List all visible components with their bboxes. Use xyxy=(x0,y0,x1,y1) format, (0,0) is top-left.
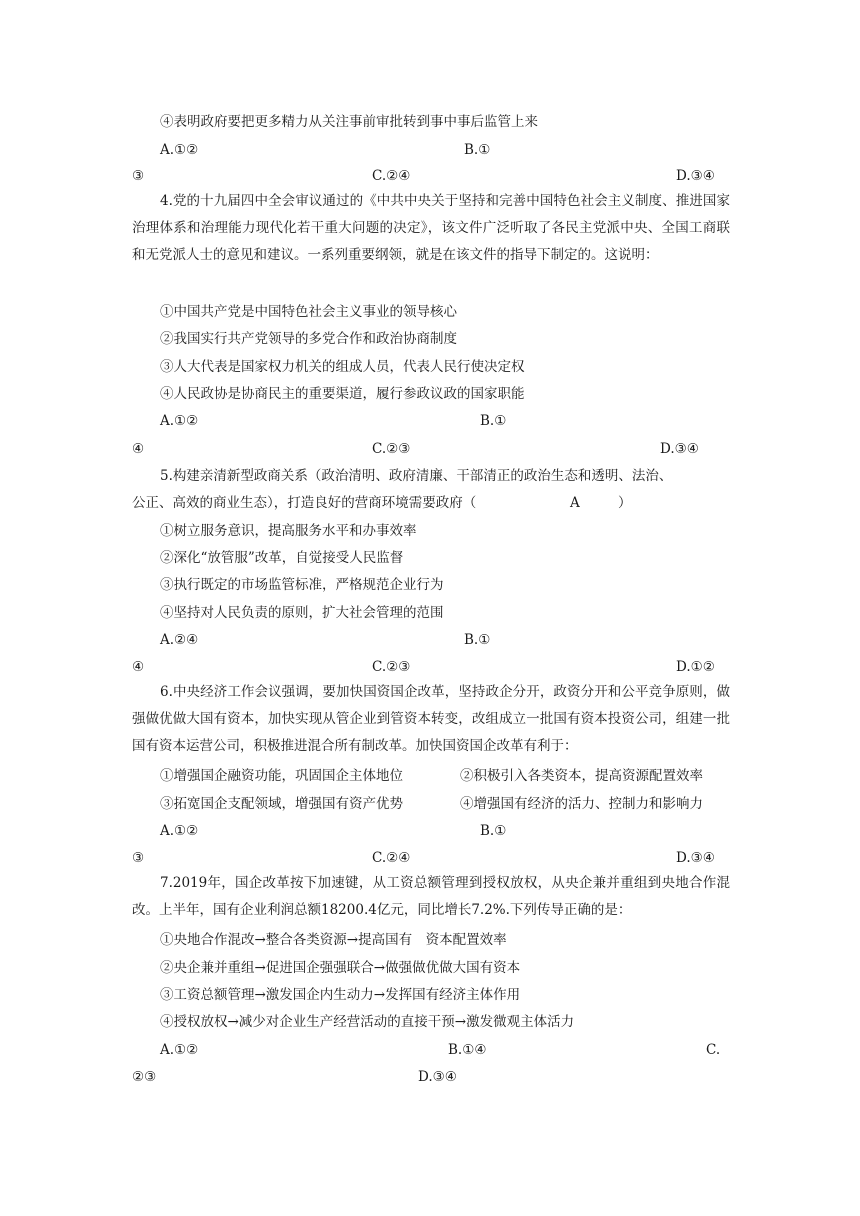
q7-stem: 7.2019年，国企改革按下加速键，从工资总额管理到授权放权，从央企兼并重组到央地合作混改。上半年，国有企业利润总额18200.4亿元，同比增长7.2%.下列传导正确的是： xyxy=(132,875,730,918)
q5-item-3: ③执行既定的市场监管标准，严格规范企业行为 xyxy=(160,577,444,593)
q7-option-a: A.①② xyxy=(160,1042,199,1058)
q7-item-3: ③工资总额管理→激发国企内生动力→发挥国有经济主体作用 xyxy=(160,987,521,1003)
q7-item-1: ①央地合作混改→整合各类资源→提高国有 资本配置效率 xyxy=(160,932,507,948)
q7-item-4: ④授权放权→减少对企业生产经营活动的直接干预→激发微观主体活力 xyxy=(160,1014,575,1030)
q4-option-d: D.③④ xyxy=(660,441,699,457)
q6-item-4: ④增强国有经济的活力、控制力和影响力 xyxy=(460,796,703,812)
q3-item-4: ④表明政府要把更多精力从关注事前审批转到事中事后监管上来 xyxy=(160,114,538,130)
q7-option-c-continued: ②③ xyxy=(132,1069,157,1085)
q5-option-b-continued: ④ xyxy=(132,659,145,675)
q4-item-1: ①中国共产党是中国特色社会主义事业的领导核心 xyxy=(160,304,457,320)
q6-option-b-continued: ③ xyxy=(132,850,145,866)
q6-option-d: D.③④ xyxy=(676,850,715,866)
q4-stem: 4.党的十九届四中全会审议通过的《中共中央关于坚持和完善中国特色社会主义制度、推进国家治理体系和治理能力现代化若干重大问题的决定》，该文件广泛听取了各民主党派中央、全国工商联和无党派人士的意见和建议。一系列重要纲领，就是在该文件的指导下制定的。这说明： xyxy=(132,193,730,263)
q5-item-4: ④坚持对人民负责的原则，扩大社会管理的范围 xyxy=(160,605,444,621)
q5-option-a: A.②④ xyxy=(160,632,199,648)
q4-item-3: ③人大代表是国家权力机关的组成人员，代表人民行使决定权 xyxy=(160,359,525,375)
q5-stem-line-2: 公正、高效的商业生态），打造良好的营商环境需要政府（ xyxy=(132,495,477,511)
q4-option-b-continued: ④ xyxy=(132,441,145,457)
q5-option-b: B.① xyxy=(464,632,491,648)
q6-item-3: ③拓宽国企支配领域，增强国有资产优势 xyxy=(160,796,403,812)
q4-option-b: B.① xyxy=(480,413,507,429)
q4-item-2: ②我国实行共产党领导的多党合作和政治协商制度 xyxy=(160,331,457,347)
q4-option-c: C.②③ xyxy=(372,441,411,457)
q5-close-paren: ） xyxy=(618,495,632,511)
q4-item-4: ④人民政协是协商民主的重要渠道，履行参政议政的国家职能 xyxy=(160,386,525,402)
q5-item-2: ②深化“放管服”改革，自觉接受人民监督 xyxy=(160,550,404,566)
q5-item-1: ①树立服务意识，提高服务水平和办事效率 xyxy=(160,523,417,539)
q6-option-c: C.②④ xyxy=(372,850,411,866)
q7-option-b: B.①④ xyxy=(448,1042,487,1058)
q3-option-b-continued: ③ xyxy=(132,168,145,184)
q5-stem-line-1: 5.构建亲清新型政商关系（政治清明、政府清廉、干部清正的政治生态和透明、法治、 xyxy=(160,468,673,484)
q6-stem: 6.中央经济工作会议强调，要加快国资国企改革，坚持政企分开，政资分开和公平竞争原则，做强做优做大国有资本，加快实现从管企业到管资本转变，改组成立一批国有资本投资公司，组建一批国有资本运营公司，积极推进混合所有制改革。加快国资国企改革有利于： xyxy=(132,684,730,754)
q5-option-c: C.②③ xyxy=(372,659,411,675)
q6-option-a: A.①② xyxy=(160,823,199,839)
q6-item-2: ②积极引入各类资本，提高资源配置效率 xyxy=(460,768,703,784)
q7-option-d: D.③④ xyxy=(418,1069,457,1085)
q6-item-1: ①增强国企融资功能，巩固国企主体地位 xyxy=(160,768,403,784)
q3-option-c: C.②④ xyxy=(372,168,411,184)
q5-option-d: D.①② xyxy=(676,659,715,675)
q5-answer: A xyxy=(570,495,580,511)
q7-item-2: ②央企兼并重组→促进国企强强联合→做强做优做大国有资本 xyxy=(160,960,521,976)
q4-option-a: A.①② xyxy=(160,413,199,429)
q3-option-a: A.①② xyxy=(160,142,199,158)
q3-option-d: D.③④ xyxy=(676,168,715,184)
q3-option-b: B.① xyxy=(464,142,491,158)
q7-option-c: C. xyxy=(706,1042,721,1058)
q6-option-b: B.① xyxy=(480,823,507,839)
